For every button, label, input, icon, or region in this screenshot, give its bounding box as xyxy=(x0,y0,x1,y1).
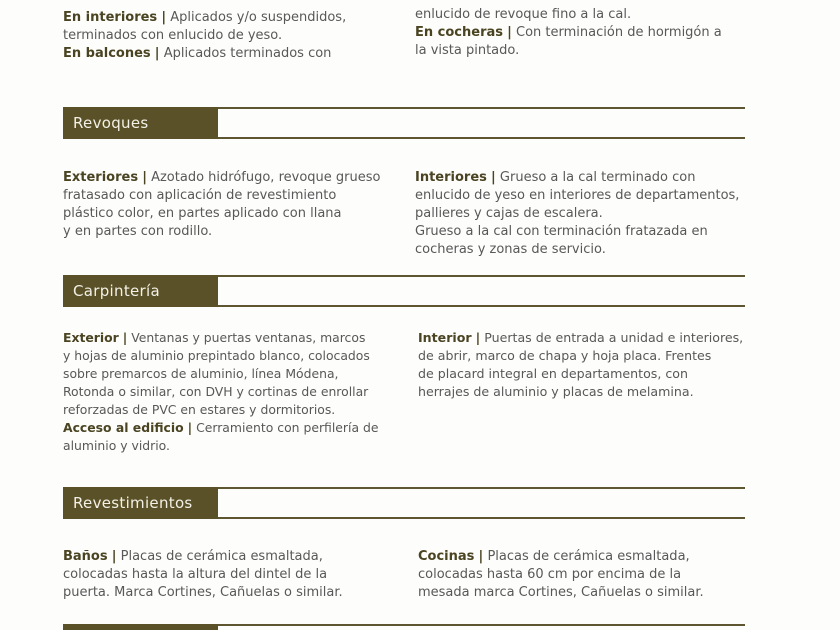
text-line: y en partes con rodillo. xyxy=(63,224,213,239)
section-title: Revoques xyxy=(73,114,149,132)
line-label: Acceso al edificio xyxy=(63,420,184,435)
revoques-left-column xyxy=(63,169,380,241)
text-line: En interiores | Aplicados y/o suspendidos, xyxy=(63,10,347,25)
line-label: Cocinas xyxy=(418,549,475,564)
line-label: Exterior xyxy=(63,330,119,345)
carpinteria-right-column xyxy=(418,329,743,401)
line-label: Baños xyxy=(63,549,108,564)
header-tab xyxy=(63,107,218,139)
revoques-right-column xyxy=(415,169,739,259)
line-label: Interior xyxy=(418,330,472,345)
text-line: reforzadas de PVC en estares y dormitorios. xyxy=(63,402,336,417)
text-line: Exterior | Ventanas y puertas ventanas, marcos xyxy=(63,330,366,345)
section-title: Revestimientos xyxy=(73,494,193,512)
text-line: de abrir, marco de chapa y hoja placa. Frentes xyxy=(418,348,712,363)
line-label: En interiores xyxy=(63,10,158,25)
line-label: Exteriores xyxy=(63,170,139,185)
text-line: fratasado con aplicación de revestimiento xyxy=(63,188,337,203)
text-line: mesada marca Cortines, Cañuelas o similar. xyxy=(418,585,704,600)
text-line: Cocinas | Placas de cerámica esmaltada, xyxy=(418,549,690,564)
text-line: terminados con enlucido de yeso. xyxy=(63,28,283,43)
text-line: aluminio y vidrio. xyxy=(63,438,170,453)
text-line: Acceso al edificio | Cerramiento con perfilería de xyxy=(63,420,379,435)
text-line: colocadas hasta la altura del dintel de la xyxy=(63,567,328,582)
line-label: En balcones xyxy=(63,46,151,61)
text-line: pallieres y cajas de escalera. xyxy=(415,206,603,221)
text-line: Interior | Puertas de entrada a unidad e interiores, xyxy=(418,330,744,345)
top-left-column xyxy=(63,9,346,63)
text-line: Rotonda o similar, con DVH y cortinas de enrollar xyxy=(63,384,369,399)
text-line: y hojas de aluminio prepintado blanco, colocados xyxy=(63,348,370,363)
carpinteria-left-column xyxy=(63,329,378,455)
header-tab xyxy=(63,487,218,519)
top-right-column xyxy=(415,6,722,60)
text-line: plástico color, en partes aplicado con llana xyxy=(63,206,342,221)
text-line: Grueso a la cal con terminación fratazada en xyxy=(415,224,708,239)
section-header-revestimientos xyxy=(63,487,745,519)
revestimientos-right-column xyxy=(418,548,704,602)
line-label: Interiores xyxy=(415,170,487,185)
revestimientos-left-column xyxy=(63,548,343,602)
text-line: de placard integral en departamentos, con xyxy=(418,366,688,381)
section-header-carpinteria xyxy=(63,275,745,307)
text-line: la vista pintado. xyxy=(415,43,520,58)
text-line: Exteriores | Azotado hidrófugo, revoque grueso xyxy=(63,170,381,185)
header-tab xyxy=(63,275,218,307)
text-line: En cocheras | Con terminación de hormigón a xyxy=(415,25,722,40)
text-line: sobre premarcos de aluminio, línea Módena, xyxy=(63,366,339,381)
next-section-tab xyxy=(63,624,218,630)
text-line: Baños | Placas de cerámica esmaltada, xyxy=(63,549,323,564)
text-line: herrajes de aluminio y placas de melamina. xyxy=(418,384,694,399)
text-line: cocheras y zonas de servicio. xyxy=(415,242,606,257)
section-header-revoques xyxy=(63,107,745,139)
text-line: En balcones | Aplicados terminados con xyxy=(63,46,332,61)
text-line: Interiores | Grueso a la cal terminado con xyxy=(415,170,696,185)
section-title: Carpintería xyxy=(73,282,160,300)
text-line: colocadas hasta 60 cm por encima de la xyxy=(418,567,682,582)
line-label: En cocheras xyxy=(415,25,503,40)
text-line: puerta. Marca Cortines, Cañuelas o similar. xyxy=(63,585,343,600)
text-line: enlucido de revoque fino a la cal. xyxy=(415,7,632,22)
text-line: enlucido de yeso en interiores de departamentos, xyxy=(415,188,740,203)
